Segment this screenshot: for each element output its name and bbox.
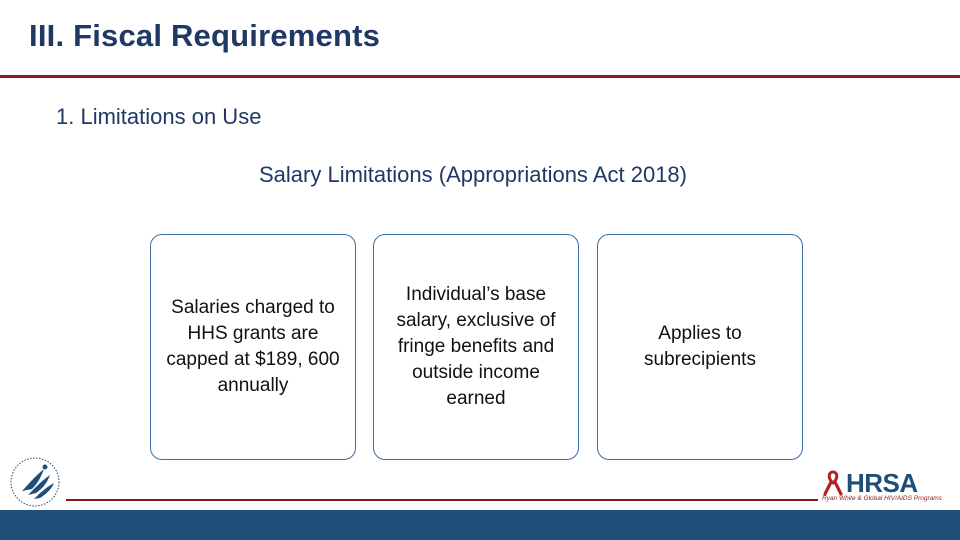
red-ribbon-icon <box>822 470 844 496</box>
hrsa-wordmark: HRSA <box>846 468 918 498</box>
footer-divider <box>66 499 818 501</box>
hhs-eagle-seal-icon <box>8 455 66 509</box>
title-divider <box>0 75 960 78</box>
subheading: 1. Limitations on Use <box>56 104 262 129</box>
info-box-subrecipients <box>597 234 803 460</box>
info-box-text: Individual’s base salary, exclusive of fringe benefits and outside income earned <box>396 284 556 409</box>
slide-title: III. Fiscal Requirements <box>29 18 381 53</box>
section-heading: Salary Limitations (Appropriations Act 2018) <box>259 162 687 187</box>
info-box-salary-cap <box>150 234 356 460</box>
info-box-text: Salaries charged to HHS grants are capped at $189, 600 annually <box>166 297 340 396</box>
hrsa-tagline: Ryan White & Global HIV/AIDS Programs <box>822 495 942 502</box>
info-box-text: Applies to subrecipients <box>644 323 756 370</box>
hrsa-logo <box>818 468 942 504</box>
info-box-base-salary <box>373 234 579 460</box>
footer-bar <box>0 510 960 540</box>
